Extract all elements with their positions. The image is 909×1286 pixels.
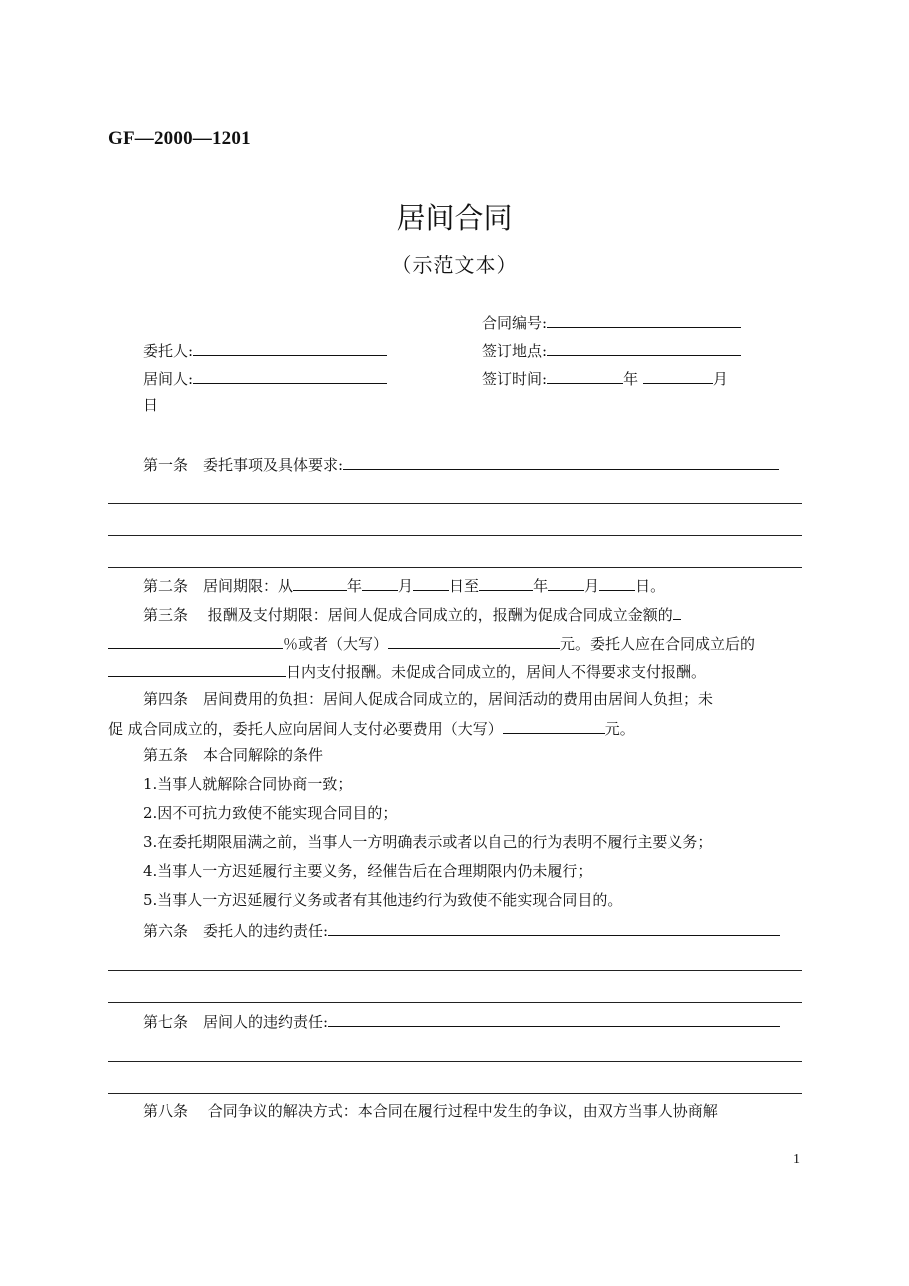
contract-number-blank[interactable] [547, 310, 741, 328]
document-subtitle: （示范文本） [391, 253, 518, 277]
clause-6-title: 第六条 委托人的违约责任: [143, 922, 329, 940]
commission-amount-blank[interactable] [388, 631, 560, 649]
period-end-month-blank[interactable] [548, 573, 584, 591]
clause-3-tail: 日内支付报酬。未促成合同成立的，居间人不得要求支付报酬。 [286, 663, 707, 681]
clause-4-text: 促 成合同成立的，委托人应向居间人支付必要费用（大写） [108, 720, 503, 738]
document-code: GF—2000—1201 [108, 128, 251, 149]
clause-5-title: 第五条 本合同解除的条件 [143, 746, 324, 764]
contract-number-label: 合同编号: [482, 314, 548, 332]
clause-7-blank[interactable] [328, 1009, 780, 1027]
clause-8-line-1: 第八条 合同争议的解决方式：本合同在履行过程中发生的争议，由双方当事人协商解 [143, 1102, 718, 1120]
sign-month-blank[interactable] [643, 366, 713, 384]
clause-6 [143, 918, 780, 942]
period-start-month-label: 月 [398, 577, 414, 595]
sign-place-label: 签订地点: [482, 342, 548, 360]
contract-number-field [482, 310, 741, 334]
sign-month-label: 月 [712, 370, 728, 388]
period-end-year-blank[interactable] [479, 573, 533, 591]
client-blank[interactable] [193, 338, 387, 356]
clause-5-item: 1.当事人就解除合同协商一致； [143, 775, 353, 793]
clause-7-line-1[interactable] [108, 1061, 802, 1062]
period-end-year-label: 年 [533, 577, 549, 595]
commission-rate-blank-start[interactable] [673, 602, 681, 620]
clause-1 [143, 452, 779, 476]
client-label: 委托人: [143, 342, 194, 360]
clause-3-yuan: 元。委托人应在合同成立后的 [560, 635, 756, 653]
clause-6-line-1[interactable] [108, 970, 802, 971]
clause-1-line-2[interactable] [108, 535, 802, 536]
sign-year-label: 年 [623, 370, 639, 388]
clause-1-line-1[interactable] [108, 503, 802, 504]
sign-time-label: 签订时间: [482, 370, 548, 388]
clause-6-blank[interactable] [328, 918, 780, 936]
sign-place-field [482, 338, 741, 362]
clause-7 [143, 1009, 780, 1033]
clause-7-title: 第七条 居间人的违约责任: [143, 1013, 329, 1031]
clause-7-line-2[interactable] [108, 1093, 802, 1094]
clause-5-item: 2.因不可抗力致使不能实现合同目的； [143, 804, 398, 822]
clause-3-percent: ％或者（大写） [283, 635, 389, 653]
clause-1-title: 第一条 委托事项及具体要求: [143, 456, 344, 474]
clause-4-line-1: 第四条 居间费用的负担：居间人促成合同成立的，居间活动的费用由居间人负担；未 [143, 690, 714, 708]
period-start-year-blank[interactable] [293, 573, 347, 591]
clause-2-lead: 第二条 居间期限：从 [143, 577, 294, 595]
clause-6-line-2[interactable] [108, 1002, 802, 1003]
clause-4-line-2 [108, 716, 635, 740]
clause-1-blank[interactable] [343, 452, 779, 470]
clause-3-line-1 [143, 602, 681, 626]
clause-3-line-3 [108, 659, 706, 683]
broker-blank[interactable] [193, 366, 387, 384]
sign-place-blank[interactable] [547, 338, 741, 356]
clause-3-line-2 [108, 631, 755, 655]
clause-5-item: 4.当事人一方迟延履行主要义务，经催告后在合理期限内仍未履行； [143, 862, 593, 880]
sign-year-blank[interactable] [547, 366, 623, 384]
period-end-day-label: 日。 [635, 577, 666, 595]
clause-4-yuan: 元。 [604, 720, 635, 738]
period-start-year-label: 年 [347, 577, 363, 595]
broker-field [143, 366, 387, 390]
period-end-day-blank[interactable] [599, 573, 635, 591]
clause-2 [143, 573, 665, 597]
payment-days-blank[interactable] [108, 659, 286, 677]
sign-time-field [482, 366, 728, 390]
commission-rate-blank[interactable] [108, 631, 283, 649]
clause-5-item: 3.在委托期限届满之前，当事人一方明确表示或者以自己的行为表明不履行主要义务； [143, 833, 713, 851]
clause-3-lead: 第三条 报酬及支付期限：居间人促成合同成立的，报酬为促成合同成立金额的 [143, 606, 673, 624]
necessary-fee-blank[interactable] [503, 716, 605, 734]
period-end-month-label: 月 [584, 577, 600, 595]
period-start-day-blank[interactable] [413, 573, 449, 591]
period-start-day-label: 日至 [449, 577, 480, 595]
document-title: 居间合同 [396, 201, 513, 235]
clause-1-line-3[interactable] [108, 567, 802, 568]
page-number: 1 [793, 1152, 800, 1167]
period-start-month-blank[interactable] [362, 573, 398, 591]
broker-label: 居间人: [143, 370, 194, 388]
client-field [143, 338, 387, 362]
sign-day-label: 日 [143, 396, 159, 414]
clause-5-item: 5.当事人一方迟延履行义务或者有其他违约行为致使不能实现合同目的。 [143, 891, 623, 909]
